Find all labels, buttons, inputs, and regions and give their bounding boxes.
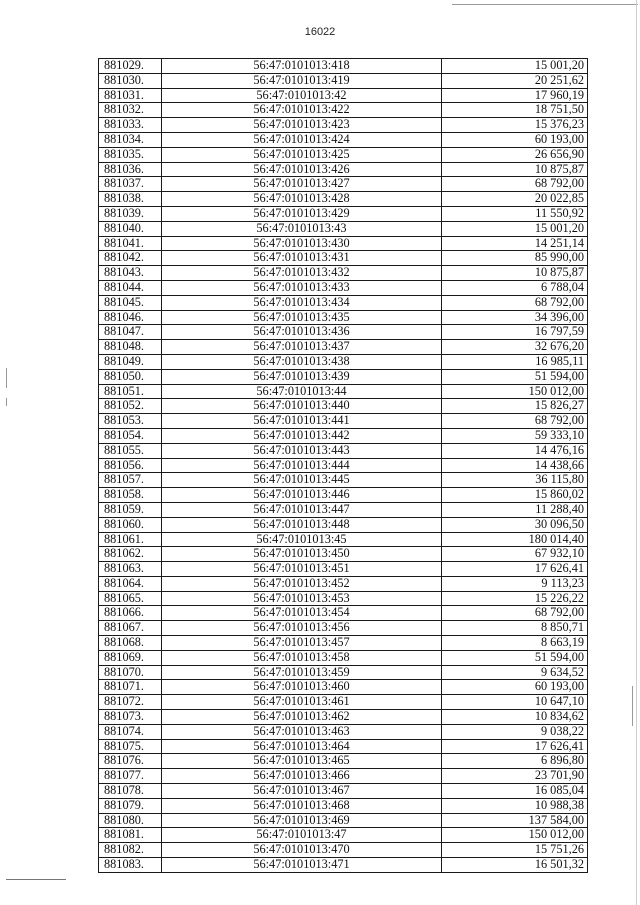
cadastral-number-cell: 56:47:0101013:471 bbox=[162, 858, 442, 873]
row-number-cell: 881077. bbox=[99, 769, 162, 784]
row-number-cell: 881033. bbox=[99, 118, 162, 133]
table-row bbox=[99, 517, 588, 532]
row-number-cell: 881031. bbox=[99, 88, 162, 103]
cadastral-value-cell: 10 875,87 bbox=[442, 162, 588, 177]
table-row bbox=[99, 739, 588, 754]
cadastral-number-cell: 56:47:0101013:436 bbox=[162, 325, 442, 340]
row-number-cell: 881040. bbox=[99, 221, 162, 236]
cadastral-number-cell: 56:47:0101013:444 bbox=[162, 458, 442, 473]
cadastral-number-cell: 56:47:0101013:47 bbox=[162, 828, 442, 843]
table-row bbox=[99, 221, 588, 236]
cadastral-number-cell: 56:47:0101013:458 bbox=[162, 650, 442, 665]
row-number-cell: 881041. bbox=[99, 236, 162, 251]
table-row bbox=[99, 369, 588, 384]
cadastral-number-cell: 56:47:0101013:467 bbox=[162, 784, 442, 799]
row-number-cell: 881049. bbox=[99, 354, 162, 369]
cadastral-value-cell: 17 626,41 bbox=[442, 739, 588, 754]
cadastral-number-cell: 56:47:0101013:456 bbox=[162, 621, 442, 636]
cadastral-value-cell: 9 113,23 bbox=[442, 576, 588, 591]
cadastral-value-cell: 11 288,40 bbox=[442, 502, 588, 517]
table-row bbox=[99, 428, 588, 443]
cadastral-number-cell: 56:47:0101013:432 bbox=[162, 266, 442, 281]
table-row bbox=[99, 384, 588, 399]
table-row bbox=[99, 665, 588, 680]
row-number-cell: 881076. bbox=[99, 754, 162, 769]
row-number-cell: 881037. bbox=[99, 177, 162, 192]
cadastral-number-cell: 56:47:0101013:439 bbox=[162, 369, 442, 384]
cadastral-value-cell: 68 792,00 bbox=[442, 177, 588, 192]
scan-edge-line-top bbox=[452, 4, 638, 5]
cadastral-number-cell: 56:47:0101013:462 bbox=[162, 710, 442, 725]
table-row bbox=[99, 502, 588, 517]
cadastral-value-cell: 15 001,20 bbox=[442, 59, 588, 74]
row-number-cell: 881063. bbox=[99, 562, 162, 577]
cadastral-value-cell: 15 751,26 bbox=[442, 843, 588, 858]
scan-edge-line-right bbox=[636, 0, 637, 905]
cadastral-value-cell: 67 932,10 bbox=[442, 547, 588, 562]
row-number-cell: 881070. bbox=[99, 665, 162, 680]
table-row bbox=[99, 59, 588, 74]
cadastral-number-cell: 56:47:0101013:446 bbox=[162, 488, 442, 503]
cadastral-value-cell: 8 663,19 bbox=[442, 636, 588, 651]
row-number-cell: 881038. bbox=[99, 192, 162, 207]
row-number-cell: 881054. bbox=[99, 428, 162, 443]
table-row bbox=[99, 118, 588, 133]
row-number-cell: 881046. bbox=[99, 310, 162, 325]
cadastral-value-cell: 60 193,00 bbox=[442, 132, 588, 147]
cadastral-value-cell: 9 634,52 bbox=[442, 665, 588, 680]
table-row bbox=[99, 147, 588, 162]
cadastral-value-cell: 16 085,04 bbox=[442, 784, 588, 799]
cadastral-number-cell: 56:47:0101013:423 bbox=[162, 118, 442, 133]
row-number-cell: 881036. bbox=[99, 162, 162, 177]
cadastral-value-cell: 14 251,14 bbox=[442, 236, 588, 251]
cadastral-value-cell: 23 701,90 bbox=[442, 769, 588, 784]
cadastral-value-cell: 180 014,40 bbox=[442, 532, 588, 547]
cadastral-value-cell: 14 476,16 bbox=[442, 443, 588, 458]
cadastral-number-cell: 56:47:0101013:429 bbox=[162, 206, 442, 221]
cadastral-number-cell: 56:47:0101013:450 bbox=[162, 547, 442, 562]
cadastral-value-cell: 51 594,00 bbox=[442, 650, 588, 665]
cadastral-number-cell: 56:47:0101013:45 bbox=[162, 532, 442, 547]
row-number-cell: 881047. bbox=[99, 325, 162, 340]
row-number-cell: 881058. bbox=[99, 488, 162, 503]
table-row bbox=[99, 813, 588, 828]
cadastral-number-cell: 56:47:0101013:426 bbox=[162, 162, 442, 177]
cadastral-value-cell: 26 656,90 bbox=[442, 147, 588, 162]
row-number-cell: 881060. bbox=[99, 517, 162, 532]
cadastral-value-cell: 20 022,85 bbox=[442, 192, 588, 207]
table-row bbox=[99, 325, 588, 340]
cadastral-number-cell: 56:47:0101013:461 bbox=[162, 695, 442, 710]
cadastral-number-cell: 56:47:0101013:435 bbox=[162, 310, 442, 325]
cadastral-number-cell: 56:47:0101013:431 bbox=[162, 251, 442, 266]
cadastral-number-cell: 56:47:0101013:445 bbox=[162, 473, 442, 488]
cadastral-value-cell: 10 834,62 bbox=[442, 710, 588, 725]
table-row bbox=[99, 754, 588, 769]
table-row bbox=[99, 858, 588, 873]
cadastral-value-cell: 6 896,80 bbox=[442, 754, 588, 769]
table-row bbox=[99, 354, 588, 369]
table-row bbox=[99, 192, 588, 207]
cadastral-value-cell: 16 797,59 bbox=[442, 325, 588, 340]
cadastral-value-cell: 20 251,62 bbox=[442, 73, 588, 88]
cadastral-value-cell: 9 038,22 bbox=[442, 724, 588, 739]
cadastral-value-cell: 34 396,00 bbox=[442, 310, 588, 325]
row-number-cell: 881032. bbox=[99, 103, 162, 118]
cadastral-number-cell: 56:47:0101013:44 bbox=[162, 384, 442, 399]
cadastral-number-cell: 56:47:0101013:453 bbox=[162, 591, 442, 606]
row-number-cell: 881075. bbox=[99, 739, 162, 754]
row-number-cell: 881043. bbox=[99, 266, 162, 281]
cadastral-value-cell: 10 988,38 bbox=[442, 798, 588, 813]
cadastral-number-cell: 56:47:0101013:459 bbox=[162, 665, 442, 680]
scan-mark-left-lower bbox=[6, 398, 7, 406]
row-number-cell: 881044. bbox=[99, 280, 162, 295]
row-number-cell: 881062. bbox=[99, 547, 162, 562]
table-row bbox=[99, 680, 588, 695]
table-row bbox=[99, 798, 588, 813]
cadastral-value-cell: 15 001,20 bbox=[442, 221, 588, 236]
table-row bbox=[99, 562, 588, 577]
cadastral-value-cell: 85 990,00 bbox=[442, 251, 588, 266]
row-number-cell: 881055. bbox=[99, 443, 162, 458]
cadastral-number-cell: 56:47:0101013:424 bbox=[162, 132, 442, 147]
page-number: 16022 bbox=[304, 26, 336, 38]
cadastral-number-cell: 56:47:0101013:443 bbox=[162, 443, 442, 458]
row-number-cell: 881067. bbox=[99, 621, 162, 636]
cadastral-number-cell: 56:47:0101013:470 bbox=[162, 843, 442, 858]
row-number-cell: 881068. bbox=[99, 636, 162, 651]
table-row bbox=[99, 769, 588, 784]
scan-mark-right bbox=[632, 686, 633, 726]
table-row bbox=[99, 103, 588, 118]
cadastral-number-cell: 56:47:0101013:419 bbox=[162, 73, 442, 88]
row-number-cell: 881039. bbox=[99, 206, 162, 221]
table-row bbox=[99, 280, 588, 295]
cadastral-number-cell: 56:47:0101013:452 bbox=[162, 576, 442, 591]
row-number-cell: 881082. bbox=[99, 843, 162, 858]
table-row bbox=[99, 251, 588, 266]
cadastral-value-cell: 17 626,41 bbox=[442, 562, 588, 577]
row-number-cell: 881050. bbox=[99, 369, 162, 384]
table-row bbox=[99, 177, 588, 192]
cadastral-value-cell: 10 875,87 bbox=[442, 266, 588, 281]
cadastral-value-cell: 137 584,00 bbox=[442, 813, 588, 828]
cadastral-number-cell: 56:47:0101013:437 bbox=[162, 340, 442, 355]
scan-mark-left-upper bbox=[6, 368, 7, 388]
table-row bbox=[99, 650, 588, 665]
table-row bbox=[99, 576, 588, 591]
cadastral-value-cell: 32 676,20 bbox=[442, 340, 588, 355]
cadastral-number-cell: 56:47:0101013:469 bbox=[162, 813, 442, 828]
cadastral-value-cell: 6 788,04 bbox=[442, 280, 588, 295]
cadastral-number-cell: 56:47:0101013:433 bbox=[162, 280, 442, 295]
cadastral-number-cell: 56:47:0101013:418 bbox=[162, 59, 442, 74]
row-number-cell: 881035. bbox=[99, 147, 162, 162]
cadastral-number-cell: 56:47:0101013:428 bbox=[162, 192, 442, 207]
table-row bbox=[99, 340, 588, 355]
row-number-cell: 881080. bbox=[99, 813, 162, 828]
table-row bbox=[99, 710, 588, 725]
cadastral-value-cell: 10 647,10 bbox=[442, 695, 588, 710]
row-number-cell: 881057. bbox=[99, 473, 162, 488]
row-number-cell: 881079. bbox=[99, 798, 162, 813]
table-body bbox=[99, 59, 588, 873]
cadastral-value-cell: 15 826,27 bbox=[442, 399, 588, 414]
table-row bbox=[99, 236, 588, 251]
row-number-cell: 881069. bbox=[99, 650, 162, 665]
row-number-cell: 881083. bbox=[99, 858, 162, 873]
row-number-cell: 881066. bbox=[99, 606, 162, 621]
table-row bbox=[99, 414, 588, 429]
row-number-cell: 881071. bbox=[99, 680, 162, 695]
cadastral-value-cell: 68 792,00 bbox=[442, 295, 588, 310]
cadastral-number-cell: 56:47:0101013:447 bbox=[162, 502, 442, 517]
row-number-cell: 881045. bbox=[99, 295, 162, 310]
table-row bbox=[99, 621, 588, 636]
table-row bbox=[99, 784, 588, 799]
cadastral-number-cell: 56:47:0101013:430 bbox=[162, 236, 442, 251]
table-row bbox=[99, 636, 588, 651]
row-number-cell: 881056. bbox=[99, 458, 162, 473]
cadastral-value-cell: 11 550,92 bbox=[442, 206, 588, 221]
row-number-cell: 881074. bbox=[99, 724, 162, 739]
cadastral-value-cell: 51 594,00 bbox=[442, 369, 588, 384]
cadastral-number-cell: 56:47:0101013:42 bbox=[162, 88, 442, 103]
row-number-cell: 881034. bbox=[99, 132, 162, 147]
cadastral-number-cell: 56:47:0101013:465 bbox=[162, 754, 442, 769]
row-number-cell: 881052. bbox=[99, 399, 162, 414]
row-number-cell: 881073. bbox=[99, 710, 162, 725]
table-row bbox=[99, 162, 588, 177]
cadastral-value-cell: 30 096,50 bbox=[442, 517, 588, 532]
cadastral-value-cell: 36 115,80 bbox=[442, 473, 588, 488]
scan-edge-line-bottom bbox=[6, 879, 66, 880]
row-number-cell: 881053. bbox=[99, 414, 162, 429]
row-number-cell: 881029. bbox=[99, 59, 162, 74]
cadastral-number-cell: 56:47:0101013:425 bbox=[162, 147, 442, 162]
cadastral-number-cell: 56:47:0101013:43 bbox=[162, 221, 442, 236]
table-row bbox=[99, 132, 588, 147]
cadastral-number-cell: 56:47:0101013:454 bbox=[162, 606, 442, 621]
cadastral-number-cell: 56:47:0101013:434 bbox=[162, 295, 442, 310]
row-number-cell: 881072. bbox=[99, 695, 162, 710]
table-row bbox=[99, 591, 588, 606]
table-row bbox=[99, 473, 588, 488]
cadastral-number-cell: 56:47:0101013:451 bbox=[162, 562, 442, 577]
cadastral-number-cell: 56:47:0101013:460 bbox=[162, 680, 442, 695]
table-row bbox=[99, 310, 588, 325]
table-row bbox=[99, 458, 588, 473]
table-row bbox=[99, 73, 588, 88]
cadastral-value-cell: 16 985,11 bbox=[442, 354, 588, 369]
table-row bbox=[99, 547, 588, 562]
table-row bbox=[99, 695, 588, 710]
cadastral-value-cell: 60 193,00 bbox=[442, 680, 588, 695]
table-row bbox=[99, 724, 588, 739]
cadastral-value-cell: 18 751,50 bbox=[442, 103, 588, 118]
cadastral-number-cell: 56:47:0101013:468 bbox=[162, 798, 442, 813]
row-number-cell: 881081. bbox=[99, 828, 162, 843]
row-number-cell: 881059. bbox=[99, 502, 162, 517]
cadastral-number-cell: 56:47:0101013:457 bbox=[162, 636, 442, 651]
cadastral-value-cell: 150 012,00 bbox=[442, 384, 588, 399]
cadastral-value-cell: 14 438,66 bbox=[442, 458, 588, 473]
table-row bbox=[99, 532, 588, 547]
row-number-cell: 881061. bbox=[99, 532, 162, 547]
cadastral-number-cell: 56:47:0101013:438 bbox=[162, 354, 442, 369]
table-row bbox=[99, 828, 588, 843]
table-row bbox=[99, 443, 588, 458]
cadastral-value-table bbox=[98, 58, 588, 873]
cadastral-value-cell: 8 850,71 bbox=[442, 621, 588, 636]
cadastral-value-cell: 15 226,22 bbox=[442, 591, 588, 606]
cadastral-number-cell: 56:47:0101013:464 bbox=[162, 739, 442, 754]
cadastral-number-cell: 56:47:0101013:466 bbox=[162, 769, 442, 784]
row-number-cell: 881065. bbox=[99, 591, 162, 606]
row-number-cell: 881051. bbox=[99, 384, 162, 399]
cadastral-value-cell: 59 333,10 bbox=[442, 428, 588, 443]
cadastral-number-cell: 56:47:0101013:440 bbox=[162, 399, 442, 414]
table-row bbox=[99, 843, 588, 858]
table-row bbox=[99, 88, 588, 103]
row-number-cell: 881048. bbox=[99, 340, 162, 355]
row-number-cell: 881064. bbox=[99, 576, 162, 591]
cadastral-value-cell: 68 792,00 bbox=[442, 606, 588, 621]
row-number-cell: 881030. bbox=[99, 73, 162, 88]
cadastral-value-cell: 16 501,32 bbox=[442, 858, 588, 873]
cadastral-number-cell: 56:47:0101013:442 bbox=[162, 428, 442, 443]
table-row bbox=[99, 488, 588, 503]
row-number-cell: 881042. bbox=[99, 251, 162, 266]
cadastral-value-cell: 15 376,23 bbox=[442, 118, 588, 133]
cadastral-value-cell: 15 860,02 bbox=[442, 488, 588, 503]
table-row bbox=[99, 399, 588, 414]
cadastral-number-cell: 56:47:0101013:448 bbox=[162, 517, 442, 532]
table-row bbox=[99, 266, 588, 281]
cadastral-value-cell: 68 792,00 bbox=[442, 414, 588, 429]
cadastral-number-cell: 56:47:0101013:441 bbox=[162, 414, 442, 429]
cadastral-number-cell: 56:47:0101013:463 bbox=[162, 724, 442, 739]
cadastral-value-cell: 150 012,00 bbox=[442, 828, 588, 843]
table-row bbox=[99, 206, 588, 221]
cadastral-value-cell: 17 960,19 bbox=[442, 88, 588, 103]
cadastral-number-cell: 56:47:0101013:422 bbox=[162, 103, 442, 118]
row-number-cell: 881078. bbox=[99, 784, 162, 799]
table-row bbox=[99, 606, 588, 621]
cadastral-number-cell: 56:47:0101013:427 bbox=[162, 177, 442, 192]
table-row bbox=[99, 295, 588, 310]
